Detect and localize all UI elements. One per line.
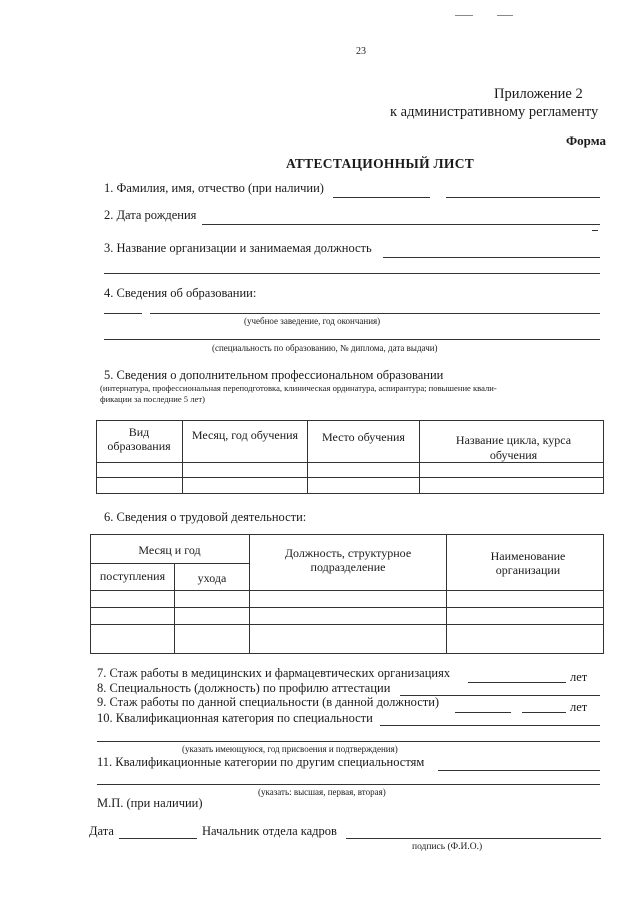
field-fio-line[interactable] — [333, 197, 430, 198]
page-number: 23 — [356, 46, 366, 57]
field-other-categories-line-2[interactable] — [97, 784, 600, 785]
date-line[interactable] — [119, 838, 197, 839]
table-row-divider — [90, 590, 603, 591]
hr-head-label: Начальник отдела кадров — [202, 824, 337, 838]
field-work-label: 6. Сведения о трудовой деятельности: — [104, 510, 307, 524]
field-org-label: 3. Название организации и занимаемая должность — [104, 241, 372, 255]
field-fio-line[interactable] — [446, 197, 600, 198]
field-specialty-experience-line[interactable] — [455, 712, 511, 713]
stamp-label: М.П. (при наличии) — [97, 796, 203, 810]
field-additional-education-hint1: (интернатура, профессиональная переподготовка, клиническая ординатура, аспирантура; повышение квали- — [100, 383, 497, 393]
field-education-label: 4. Сведения об образовании: — [104, 286, 257, 300]
table-divider — [249, 534, 250, 653]
scan-mark — [592, 230, 598, 231]
field-birthdate-line[interactable] — [202, 224, 600, 225]
field-org-line[interactable] — [383, 257, 600, 258]
table-divider — [446, 534, 447, 653]
field-additional-education-label: 5. Сведения о дополнительном профессиональном образовании — [104, 368, 444, 382]
table5-header-type: Вид образования — [107, 425, 171, 453]
field-category-hint: (указать имеющуюся, год присвоения и подтверждения) — [182, 744, 398, 754]
signature-hint: подпись (Ф.И.О.) — [412, 842, 483, 852]
field-specialty-experience-unit: лет — [570, 700, 588, 714]
appendix-line1: Приложение 2 — [494, 86, 583, 102]
table5-header-date: Месяц, год обучения — [191, 428, 299, 442]
table-row-divider — [90, 607, 603, 608]
table6-header-start: поступления — [99, 569, 166, 583]
table5-header-course: Название цикла, курса обучения — [455, 433, 572, 462]
scan-mark — [455, 15, 473, 16]
table-row-divider — [90, 563, 249, 564]
form-label: Форма — [566, 133, 606, 148]
field-other-categories-hint: (указать: высшая, первая, вторая) — [258, 787, 386, 797]
field-education-line[interactable] — [150, 313, 600, 314]
field-category-line[interactable] — [380, 725, 600, 726]
page-title: АТТЕСТАЦИОННЫЙ ЛИСТ — [286, 156, 475, 171]
date-label: Дата — [89, 824, 114, 838]
table5-header-place: Место обучения — [322, 430, 405, 444]
field-org-line-2[interactable] — [104, 273, 600, 274]
field-specialty-experience-line[interactable] — [522, 712, 566, 713]
table-row-divider — [90, 624, 603, 625]
field-med-experience-unit: лет — [570, 670, 588, 684]
table6-header-position: Должность, структурное подразделение — [284, 546, 412, 574]
scan-mark — [497, 15, 513, 16]
field-other-categories-line[interactable] — [438, 770, 600, 771]
field-birthdate-label: 2. Дата рождения — [104, 208, 197, 222]
field-education-hint2: (специальность по образованию, № диплома, дата выдачи) — [212, 343, 438, 353]
field-category-label: 10. Квалификационная категория по специальности — [97, 711, 373, 725]
field-med-experience-label: 7. Стаж работы в медицинских и фармацевтических организациях — [97, 666, 451, 680]
appendix-line2: к административному регламенту — [390, 104, 599, 120]
table6-header-end: ухода — [197, 571, 227, 585]
field-additional-education-hint2: фикации за последние 5 лет) — [100, 394, 205, 404]
field-other-categories-label: 11. Квалификационные категории по другим специальностям — [97, 755, 425, 769]
signature-line[interactable] — [346, 838, 601, 839]
field-education-line-2[interactable] — [104, 339, 600, 340]
table-row-divider — [96, 477, 603, 478]
table6-header-organization: Наименование организации — [490, 549, 566, 577]
field-specialty-experience-label: 9. Стаж работы по данной специальности (в данной должности) — [97, 695, 440, 709]
field-fio-label: 1. Фамилия, имя, отчество (при наличии) — [104, 181, 324, 195]
field-education-line[interactable] — [104, 313, 142, 314]
field-category-line-2[interactable] — [97, 741, 600, 742]
table-divider — [419, 420, 420, 493]
table6-group-header: Месяц и год — [138, 543, 201, 557]
field-med-experience-line[interactable] — [468, 682, 566, 683]
field-specialty-label: 8. Специальность (должность) по профилю аттестации — [97, 681, 391, 695]
field-education-hint1: (учебное заведение, год окончания) — [244, 316, 381, 326]
